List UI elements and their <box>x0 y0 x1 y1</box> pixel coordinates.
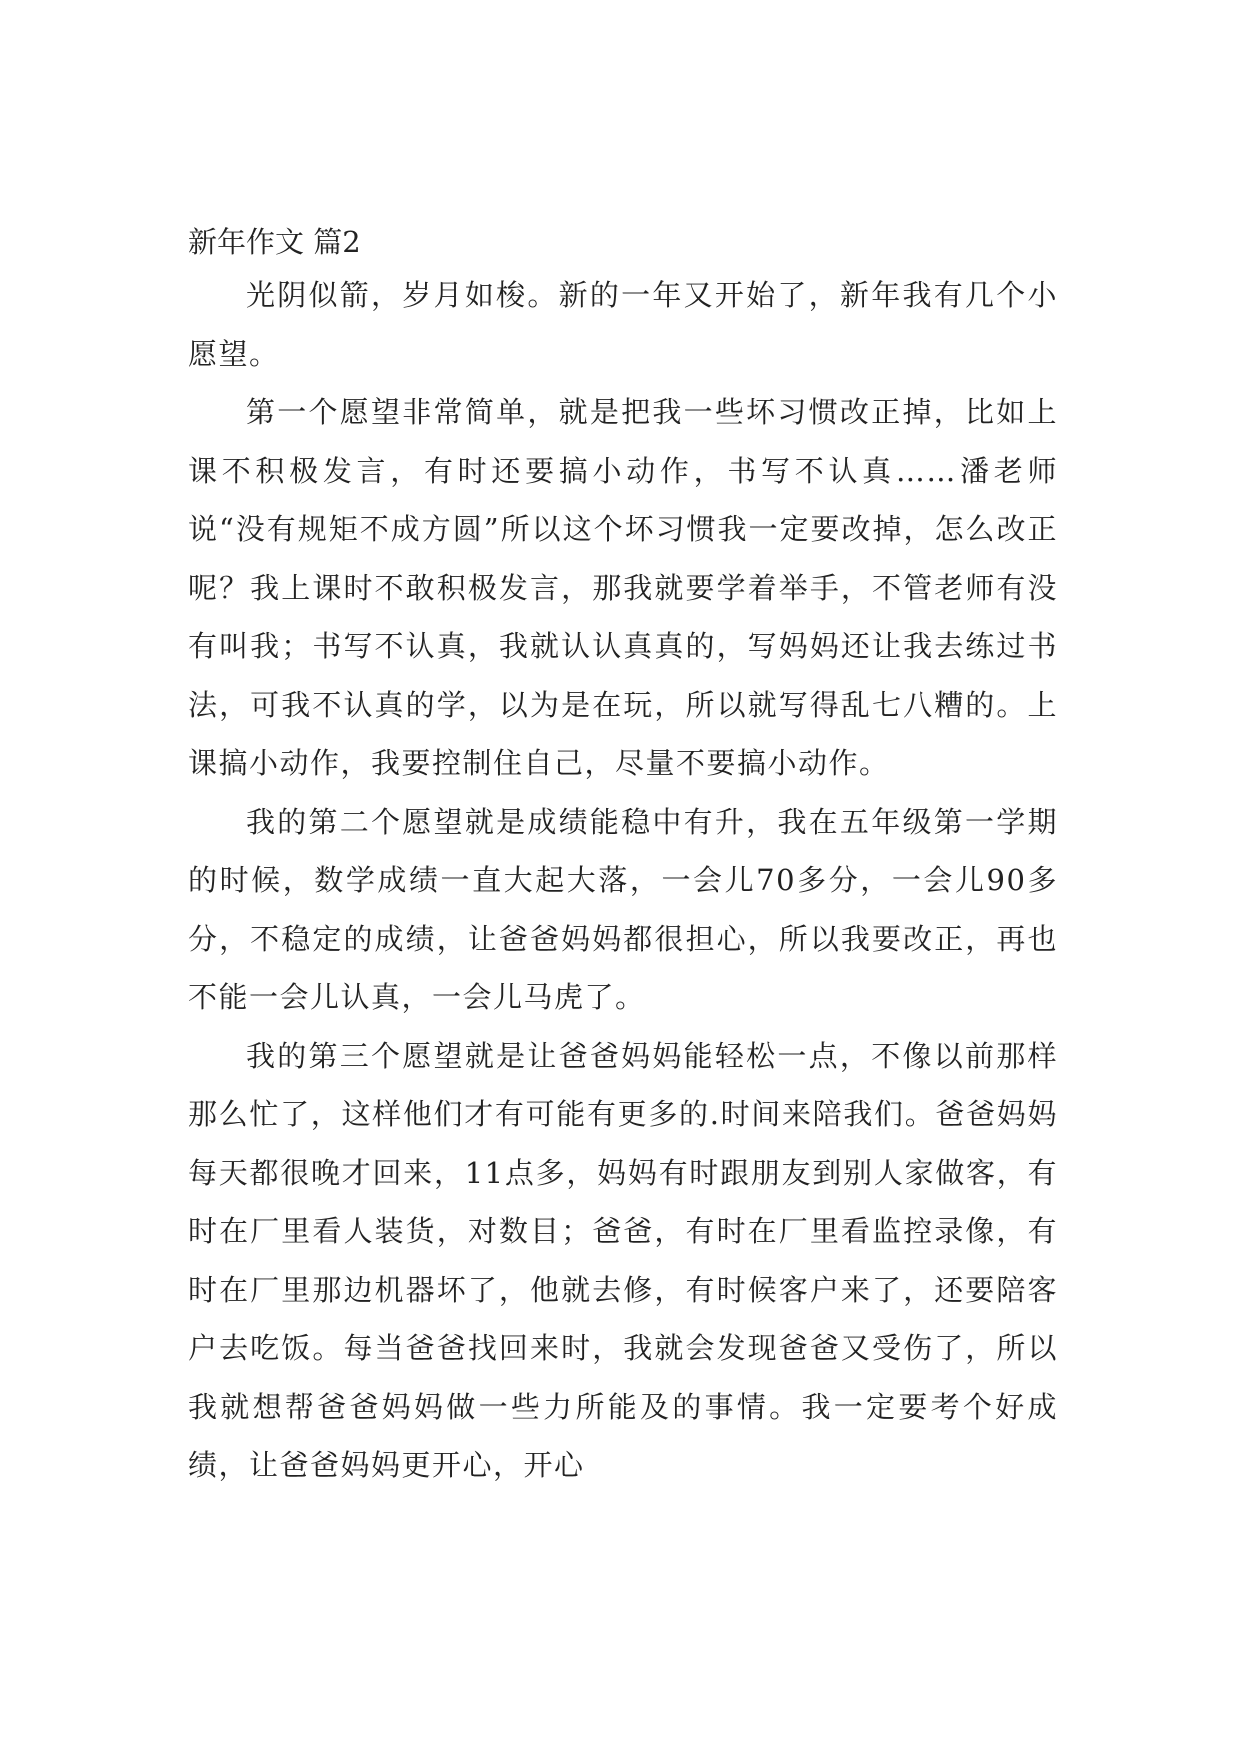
paragraph-4: 我的第三个愿望就是让爸爸妈妈能轻松一点，不像以前那样那么忙了，这样他们才有可能有更多的.时间来陪我们。爸爸妈妈每天都很晚才回来，11点多，妈妈有时跟朋友到别人家做客，有时在厂里看人装货，对数目；爸爸，有时在厂里看监控录像，有时在厂里那边机器坏了，他就去修，有时候客户来了，还要陪客户去吃饭。每当爸爸找回来时，我就会发现爸爸又受伤了，所以我就想帮爸爸妈妈做一些力所能及的事情。我一定要考个好成绩，让爸爸妈妈更开心，开心 <box>188 1038 1058 1482</box>
paragraph-3: 我的第二个愿望就是成绩能稳中有升，我在五年级第一学期的时候，数学成绩一直大起大落，一会儿70多分，一会儿90多分，不稳定的成绩，让爸爸妈妈都很担心，所以我要改正，再也不能一会儿认真，一会儿马虎了。 <box>188 804 1058 1014</box>
document-title: 新年作文 篇2 <box>188 225 361 259</box>
paragraph-1: 光阴似箭，岁月如梭。新的一年又开始了，新年我有几个小愿望。 <box>188 278 1058 371</box>
document-page <box>188 222 1058 1495</box>
paragraph-2: 第一个愿望非常简单，就是把我一些坏习惯改正掉，比如上课不积极发言，有时还要搞小动作，书写不认真……潘老师说“没有规矩不成方圆”所以这个坏习惯我一定要改掉，怎么改正呢？我上课时不敢积极发言，那我就要学着举手，不管老师有没有叫我；书写不认真，我就认认真真的，写妈妈还让我去练过书法，可我不认真的学，以为是在玩，所以就写得乱七八糟的。上课搞小动作，我要控制住自己，尽量不要搞小动作。 <box>188 395 1058 780</box>
